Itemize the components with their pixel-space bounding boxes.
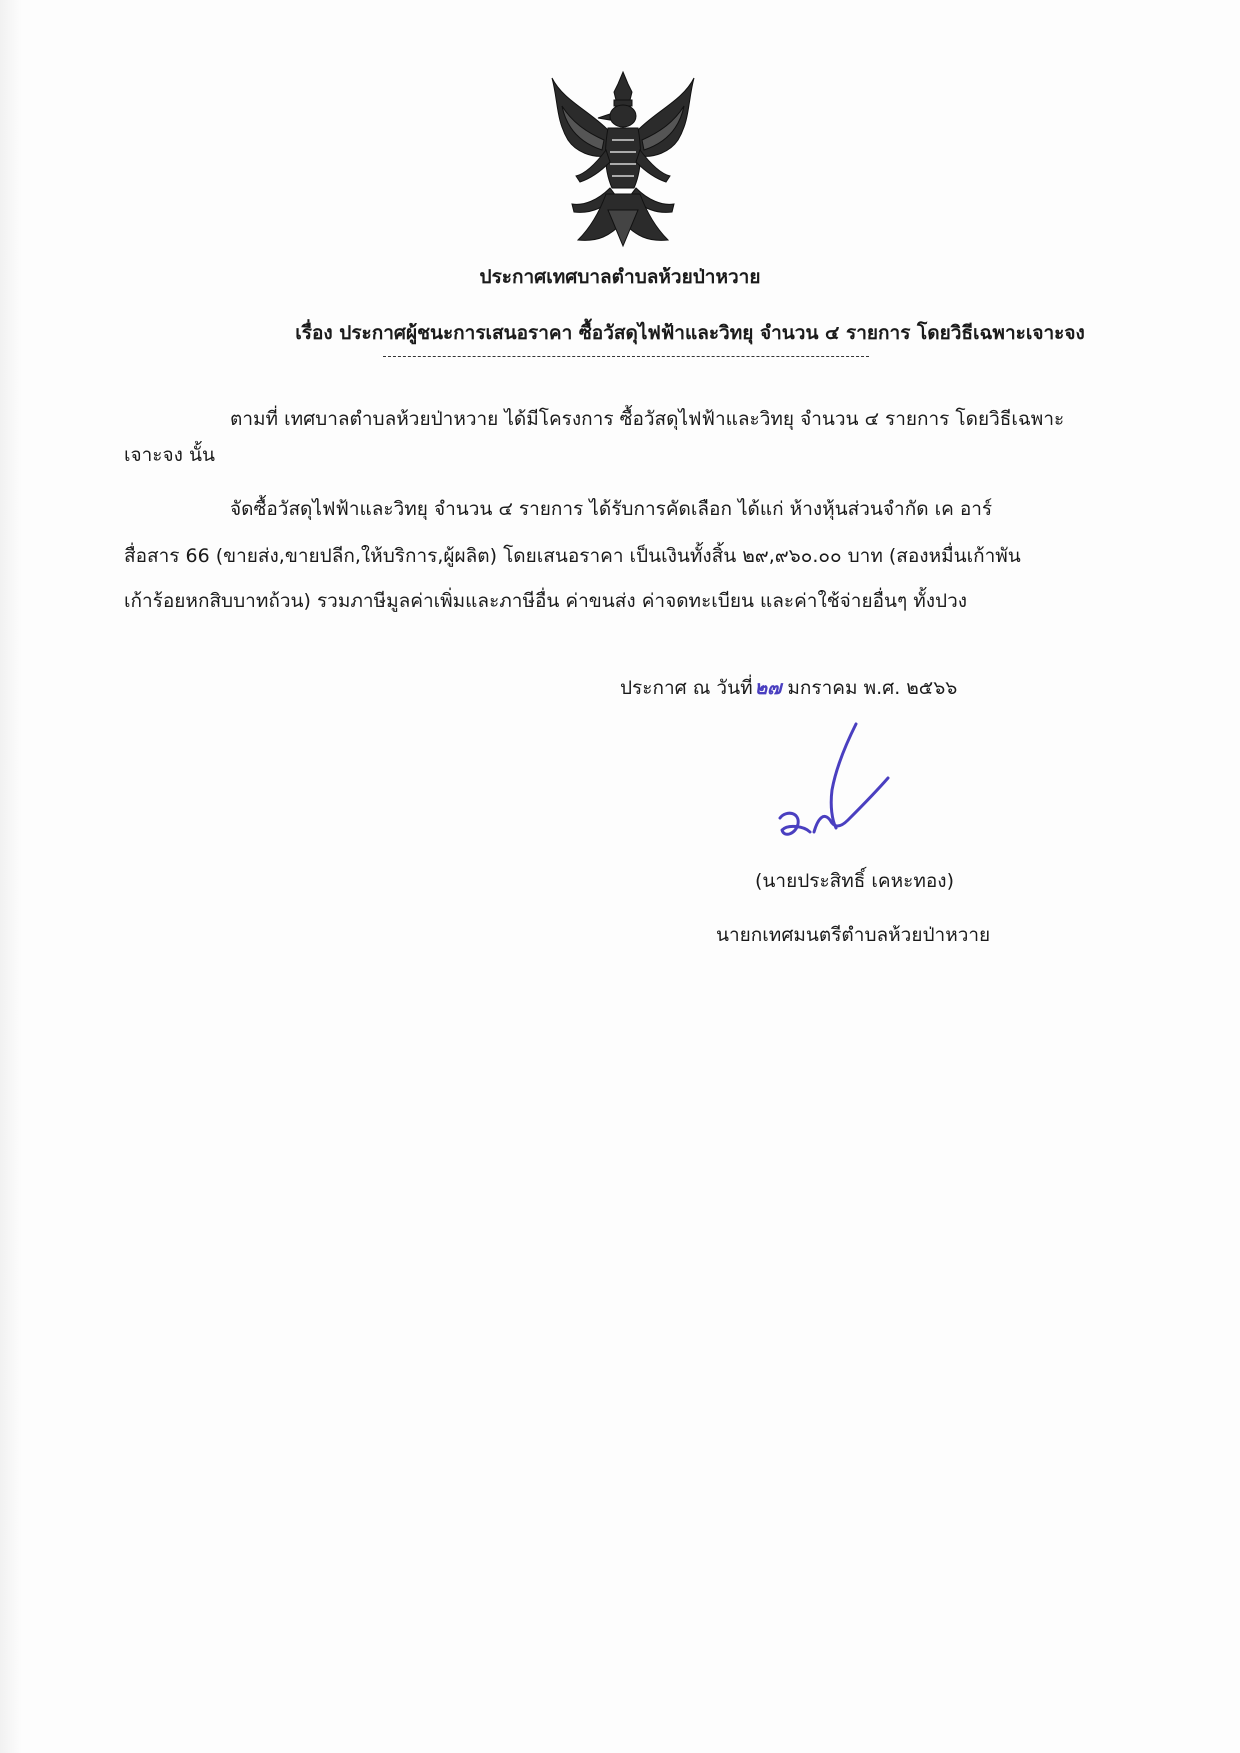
signer-position: นายกเทศมนตรีตำบลห้วยป่าหวาย <box>716 924 991 946</box>
garuda-emblem-icon <box>548 70 698 250</box>
paragraph1-line2: เจาะจง นั้น <box>124 444 215 466</box>
announcement-date <box>620 676 957 700</box>
paragraph1-line1: ตามที่ เทศบาลตำบลห้วยป่าหวาย ได้มีโครงการ ซื้อวัสดุไฟฟ้าและวิทยุ จำนวน ๔ รายการ โดยวิธีเฉพาะ <box>230 408 1065 430</box>
separator-line <box>383 356 869 357</box>
handwritten-signature <box>770 720 900 850</box>
date-prefix: ประกาศ ณ วันที่ <box>620 677 753 699</box>
date-suffix: มกราคม พ.ศ. ๒๕๖๖ <box>787 677 958 699</box>
date-day-handwritten: ๒๗ <box>754 677 782 699</box>
paragraph2-line2: สื่อสาร 66 (ขายส่ง,ขายปลีก,ให้บริการ,ผู้ผลิต) โดยเสนอราคา เป็นเงินทั้งสิ้น ๒๙,๙๖๐.๐๐ บาท (สองหมื่นเก้าพัน <box>124 545 1021 567</box>
document-subject: เรื่อง ประกาศผู้ชนะการเสนอราคา ซื้อวัสดุไฟฟ้าและวิทยุ จำนวน ๔ รายการ โดยวิธีเฉพาะเจาะจง <box>295 322 1085 344</box>
signer-name: (นายประสิทธิ์ เคหะทอง) <box>755 870 954 892</box>
paragraph2-line3: เก้าร้อยหกสิบบาทถ้วน) รวมภาษีมูลค่าเพิ่มและภาษีอื่น ค่าขนส่ง ค่าจดทะเบียน และค่าใช้จ่ายอื่นๆ ทั้งปวง <box>124 590 968 612</box>
document-title: ประกาศเทศบาลตำบลห้วยป่าหวาย <box>479 266 761 288</box>
paragraph2-line1: จัดซื้อวัสดุไฟฟ้าและวิทยุ จำนวน ๔ รายการ ได้รับการคัดเลือก ได้แก่ ห้างหุ้นส่วนจำกัด เค อาร์ <box>230 498 993 520</box>
